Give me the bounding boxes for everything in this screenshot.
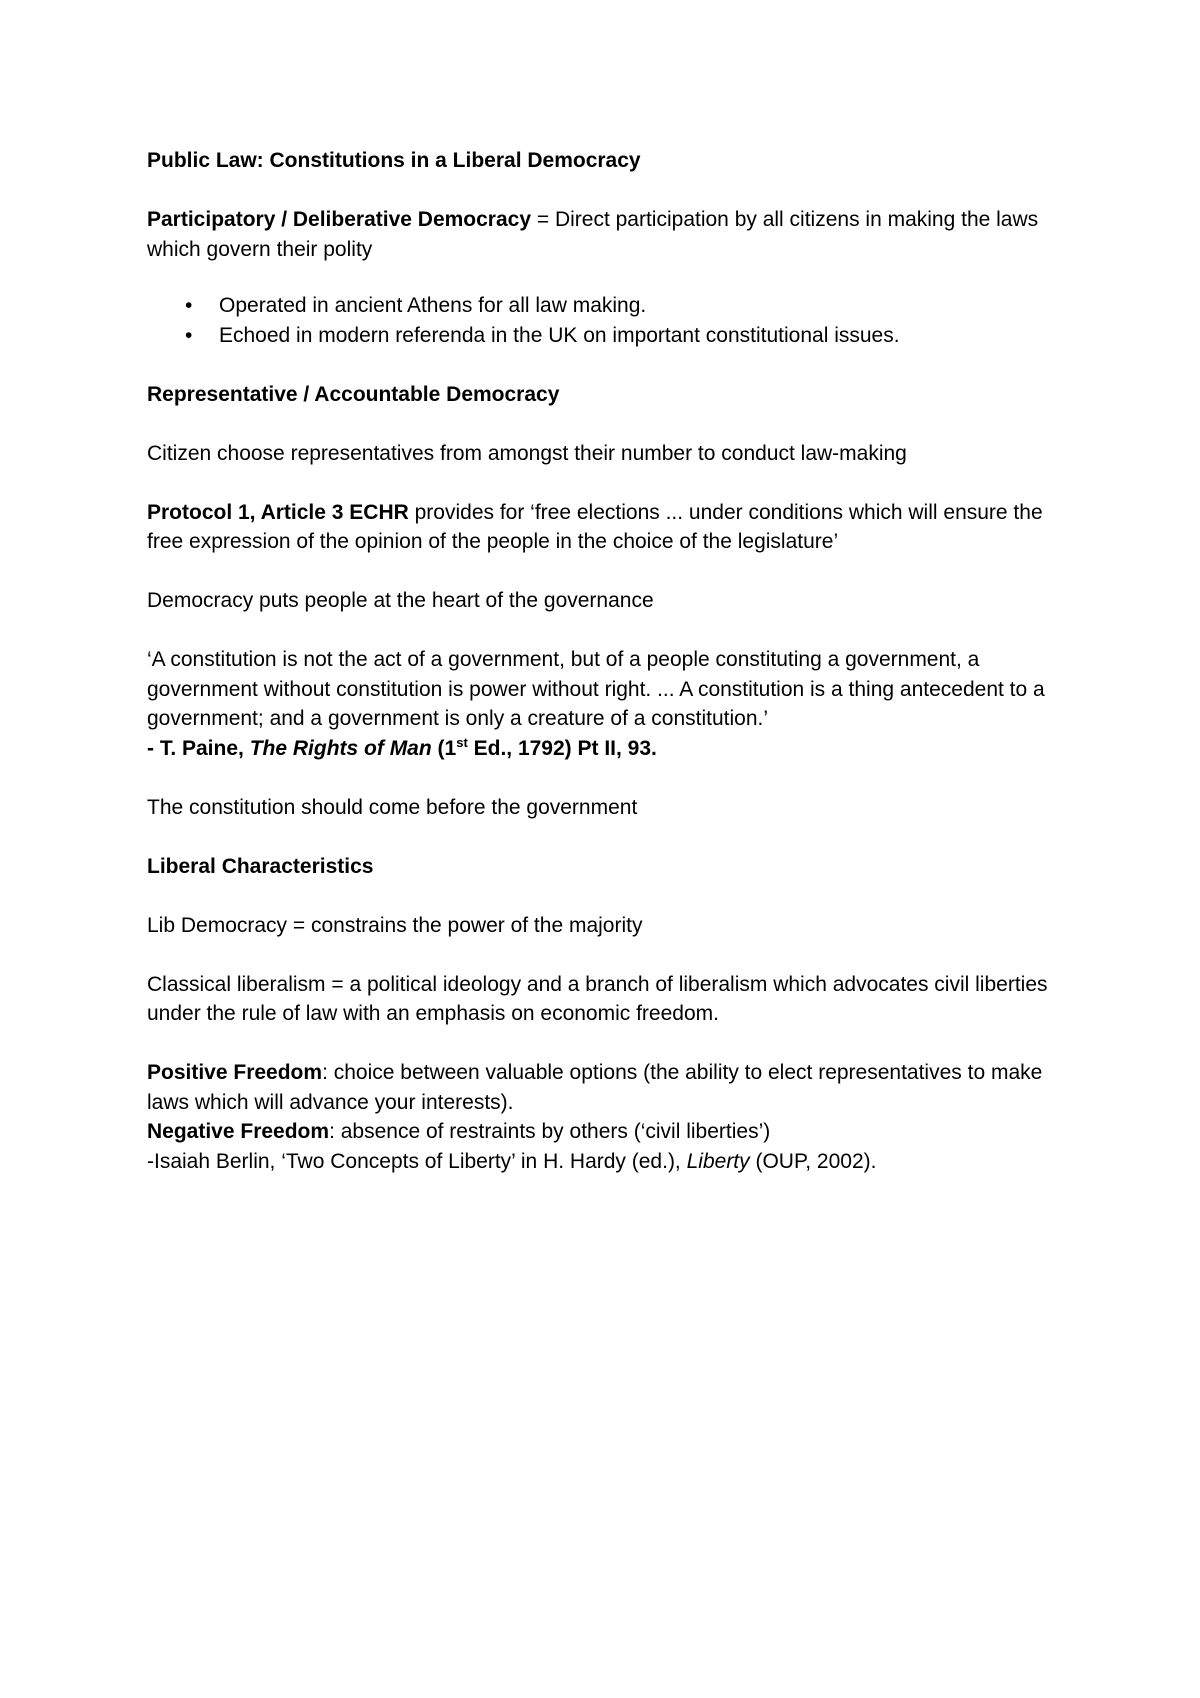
paine-citation: - T. Paine, The Rights of Man (1st Ed., 1792) Pt II, 93. bbox=[147, 734, 657, 760]
liberal-heading: Liberal Characteristics bbox=[147, 854, 374, 878]
list-item: • Echoed in modern referenda in the UK on important constitutional issues. bbox=[147, 321, 1067, 351]
participatory-definition bbox=[147, 205, 1067, 264]
representative-heading: Representative / Accountable Democracy bbox=[147, 382, 560, 406]
berlin-citation: -Isaiah Berlin, ‘Two Concepts of Liberty’ in H. Hardy (ed.), Liberty (OUP, 2002). bbox=[147, 1149, 877, 1173]
list-item: • Operated in ancient Athens for all law making. bbox=[147, 291, 1067, 321]
participatory-bullet-list bbox=[147, 291, 1067, 350]
constitution-statement: The constitution should come before the government bbox=[147, 795, 638, 819]
paine-work-title: The Rights of Man bbox=[249, 736, 432, 760]
democracy-statement: Democracy puts people at the heart of the governance bbox=[147, 589, 654, 612]
berlin-work-title: Liberty bbox=[686, 1149, 750, 1173]
protocol-paragraph: Protocol 1, Article 3 ECHR provides for ‘free elections ... under conditions which will ensure the free expression of the opinion of the people in the choice of the legislature’ bbox=[147, 500, 1043, 553]
protocol-term: Protocol 1, Article 3 ECHR bbox=[147, 500, 409, 524]
positive-freedom: Positive Freedom: choice between valuable options (the ability to elect representatives to make laws which will advance your interests). bbox=[147, 1061, 1043, 1114]
classical-liberalism-text: Classical liberalism = a political ideology and a branch of liberalism which advocates civil liberties under the rule of law with an emphasis on economic freedom. bbox=[147, 972, 1048, 1025]
document-body bbox=[147, 146, 1067, 1206]
bullet-icon: • bbox=[185, 323, 193, 347]
document-title: Public Law: Constitutions in a Liberal Democracy bbox=[147, 149, 641, 172]
participatory-term: Participatory / Deliberative Democracy bbox=[147, 208, 532, 231]
negative-freedom: Negative Freedom: absence of restraints by others (‘civil liberties’) bbox=[147, 1120, 771, 1143]
participatory-definition-text: = Direct participation by all citizens in making the laws which govern their polity bbox=[147, 208, 1039, 261]
representative-text: Citizen choose representatives from amongst their number to conduct law-making bbox=[147, 441, 907, 465]
lib-democracy-text: Lib Democracy = constrains the power of the majority bbox=[147, 913, 643, 937]
bullet-icon: • bbox=[185, 294, 193, 317]
paine-quote: ‘A constitution is not the act of a government, but of a people constituting a government, a government without constitution is power without right. ... A constitution is a thing antecedent to a government; and a government is only a creature of a constitution.’ bbox=[147, 648, 1045, 730]
positive-freedom-term: Positive Freedom bbox=[147, 1061, 323, 1084]
negative-freedom-term: Negative Freedom bbox=[147, 1120, 330, 1143]
